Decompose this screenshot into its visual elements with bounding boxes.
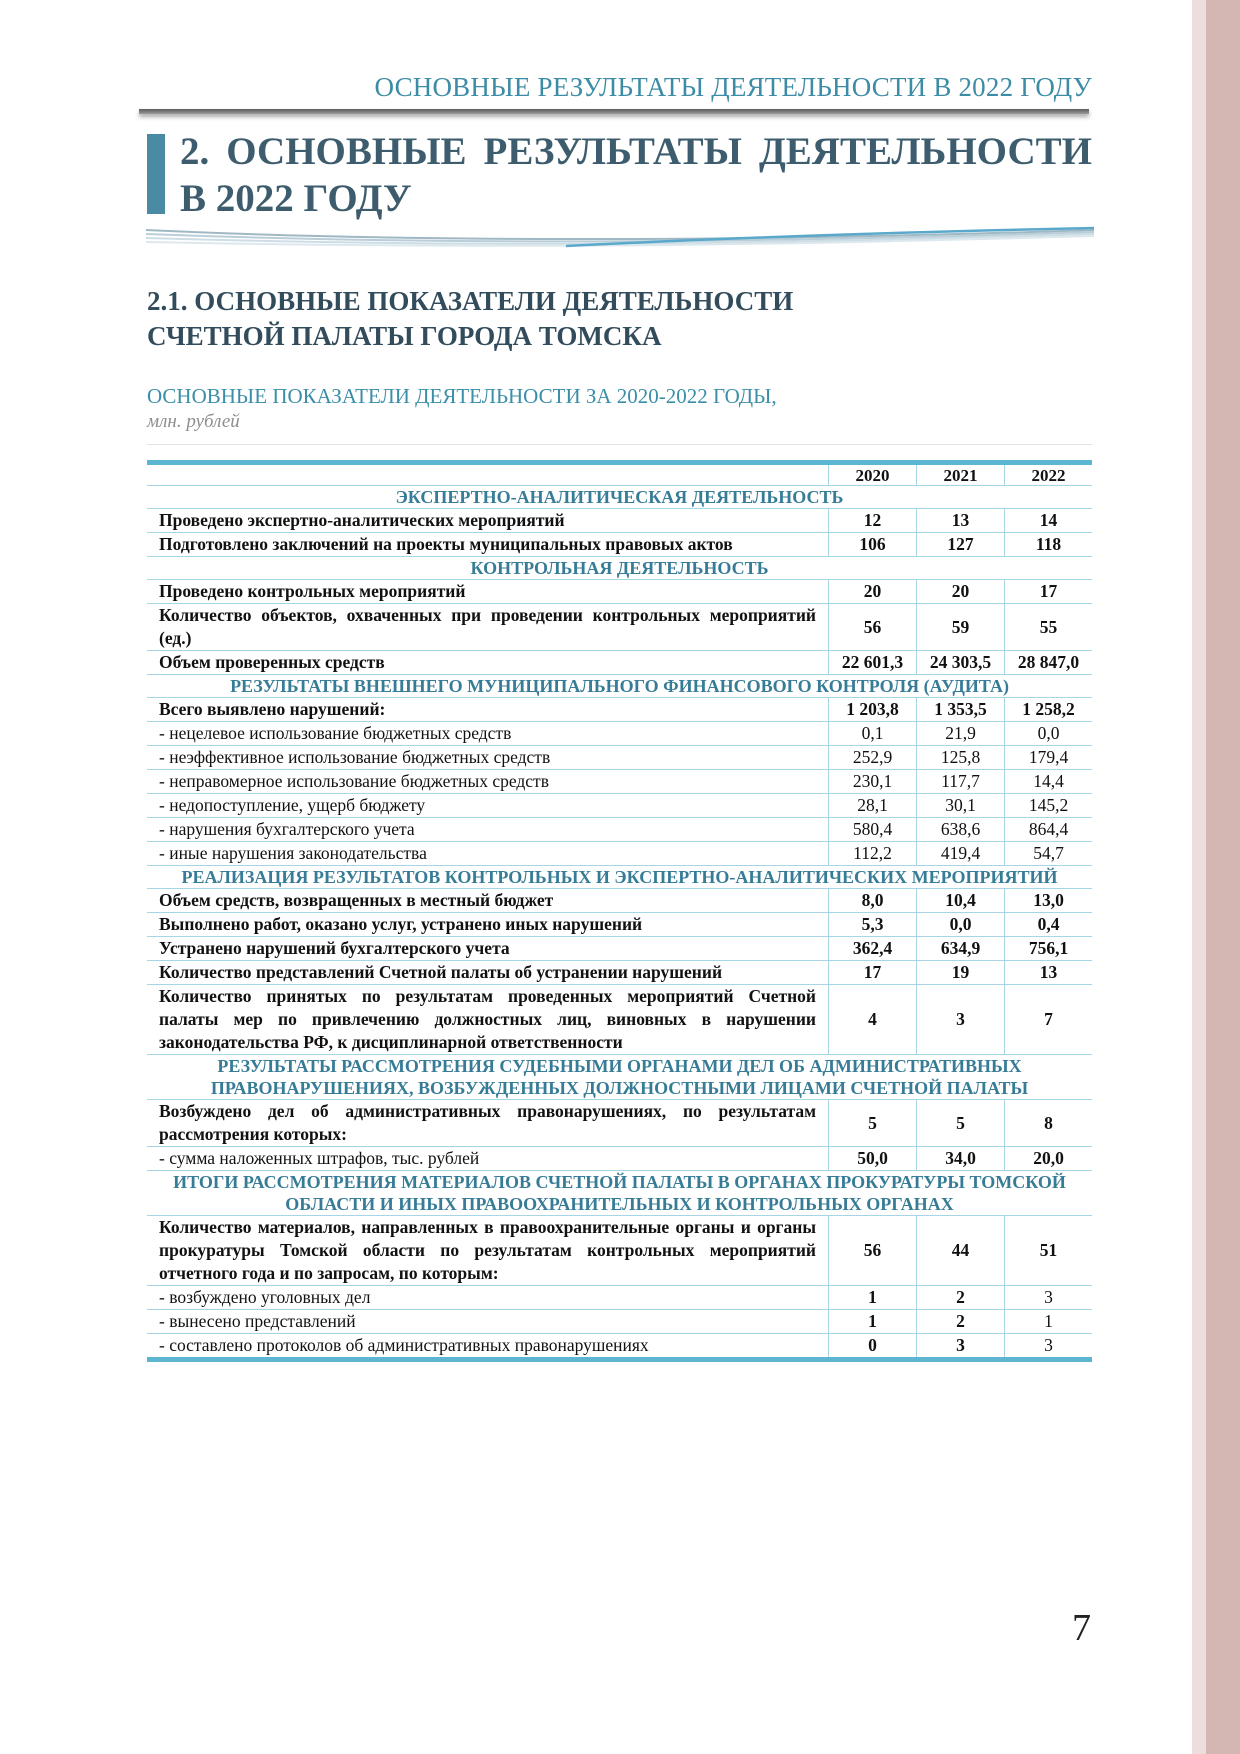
value-cell: 252,9 — [829, 746, 917, 770]
value-cell: 7 — [1005, 985, 1093, 1055]
table-header-row — [147, 463, 1092, 486]
row-label: Количество объектов, охваченных при проведении контрольных мероприятий (ед.) — [147, 604, 829, 651]
header-empty-cell — [147, 463, 829, 486]
section-heading: ИТОГИ РАССМОТРЕНИЯ МАТЕРИАЛОВ СЧЕТНОЙ ПАЛАТЫ В ОРГАНАХ ПРОКУРАТУРЫ ТОМСКОЙ ОБЛАСТИ И ИНЫХ ПРАВООХРАНИТЕЛЬНЫХ И КОНТРОЛЬНЫХ ОРГАНАХ — [147, 1171, 1092, 1216]
table-section-row — [147, 486, 1092, 509]
section-heading: РЕЗУЛЬТАТЫ РАССМОТРЕНИЯ СУДЕБНЫМИ ОРГАНАМИ ДЕЛ ОБ АДМИНИСТРАТИВНЫХ ПРАВОНАРУШЕНИЯХ, ВОЗБУЖДЕННЫХ ДОЛЖНОСТНЫМИ ЛИЦАМИ СЧЕТНОЙ ПАЛАТЫ — [147, 1055, 1092, 1100]
value-cell: 13 — [1005, 961, 1093, 985]
value-cell: 4 — [829, 985, 917, 1055]
table-section-row — [147, 557, 1092, 580]
table-row — [147, 794, 1092, 818]
table-row — [147, 533, 1092, 557]
row-label: Возбуждено дел об административных правонарушениях, по результатам рассмотрения которых: — [147, 1100, 829, 1147]
value-cell: 14,4 — [1005, 770, 1093, 794]
table-row — [147, 985, 1092, 1055]
value-cell: 0,0 — [1005, 722, 1093, 746]
value-cell: 2 — [917, 1310, 1005, 1334]
value-cell: 125,8 — [917, 746, 1005, 770]
caption-divider — [147, 444, 1092, 445]
value-cell: 3 — [917, 1334, 1005, 1360]
page-edge-light — [1192, 0, 1206, 1754]
value-cell: 21,9 — [917, 722, 1005, 746]
value-cell: 44 — [917, 1216, 1005, 1286]
value-cell: 179,4 — [1005, 746, 1093, 770]
row-label: - иные нарушения законодательства — [147, 842, 829, 866]
section-title-word: ОСНОВНЫЕ — [226, 130, 467, 173]
value-cell: 1 — [829, 1286, 917, 1310]
value-cell: 1 — [1005, 1310, 1093, 1334]
year-header: 2020 — [829, 463, 917, 486]
value-cell: 17 — [1005, 580, 1093, 604]
value-cell: 0,0 — [917, 913, 1005, 937]
header-rule — [139, 109, 1089, 114]
value-cell: 145,2 — [1005, 794, 1093, 818]
value-cell: 17 — [829, 961, 917, 985]
value-cell: 0,4 — [1005, 913, 1093, 937]
table-section-row — [147, 675, 1092, 698]
value-cell: 10,4 — [917, 889, 1005, 913]
value-cell: 5 — [917, 1100, 1005, 1147]
row-label: Проведено экспертно-аналитических мероприятий — [147, 509, 829, 533]
table-row — [147, 698, 1092, 722]
value-cell: 8 — [1005, 1100, 1093, 1147]
table-section-row — [147, 1055, 1092, 1100]
row-label: - неправомерное использование бюджетных средств — [147, 770, 829, 794]
running-header: ОСНОВНЫЕ РЕЗУЛЬТАТЫ ДЕЯТЕЛЬНОСТИ В 2022 ГОДУ — [374, 72, 1092, 102]
subsection-title-line2: СЧЕТНОЙ ПАЛАТЫ ГОРОДА ТОМСКА — [147, 321, 662, 351]
table-row — [147, 604, 1092, 651]
value-cell: 3 — [1005, 1334, 1093, 1360]
value-cell: 24 303,5 — [917, 651, 1005, 675]
section-title — [180, 128, 1092, 222]
value-cell: 419,4 — [917, 842, 1005, 866]
row-label: - сумма наложенных штрафов, тыс. рублей — [147, 1147, 829, 1171]
value-cell: 112,2 — [829, 842, 917, 866]
value-cell: 12 — [829, 509, 917, 533]
value-cell: 1 — [829, 1310, 917, 1334]
value-cell: 0 — [829, 1334, 917, 1360]
row-label: - неэффективное использование бюджетных средств — [147, 746, 829, 770]
value-cell: 1 203,8 — [829, 698, 917, 722]
table-row — [147, 1286, 1092, 1310]
row-label: - недопоступление, ущерб бюджету — [147, 794, 829, 818]
value-cell: 127 — [917, 533, 1005, 557]
value-cell: 20 — [917, 580, 1005, 604]
table-row — [147, 651, 1092, 675]
table-row — [147, 509, 1092, 533]
value-cell: 55 — [1005, 604, 1093, 651]
value-cell: 51 — [1005, 1216, 1093, 1286]
table-row — [147, 580, 1092, 604]
value-cell: 5,3 — [829, 913, 917, 937]
indicators-table — [147, 460, 1092, 1362]
section-heading: ЭКСПЕРТНО-АНАЛИТИЧЕСКАЯ ДЕЯТЕЛЬНОСТЬ — [147, 486, 1092, 509]
row-label: Проведено контрольных мероприятий — [147, 580, 829, 604]
row-label: Устранено нарушений бухгалтерского учета — [147, 937, 829, 961]
table-row — [147, 961, 1092, 985]
table-row — [147, 1216, 1092, 1286]
table-row — [147, 1100, 1092, 1147]
row-label: Объем средств, возвращенных в местный бюджет — [147, 889, 829, 913]
value-cell: 28 847,0 — [1005, 651, 1093, 675]
table-row — [147, 746, 1092, 770]
table-units: млн. рублей — [147, 411, 240, 432]
section-title-word: 2. — [180, 130, 210, 173]
table-row — [147, 770, 1092, 794]
table-row — [147, 913, 1092, 937]
table-row — [147, 889, 1092, 913]
value-cell: 13,0 — [1005, 889, 1093, 913]
table-row — [147, 722, 1092, 746]
section-title-line1 — [180, 128, 1092, 175]
value-cell: 20 — [829, 580, 917, 604]
section-title-line2: В 2022 ГОДУ — [180, 177, 412, 220]
value-cell: 30,1 — [917, 794, 1005, 818]
value-cell: 56 — [829, 1216, 917, 1286]
row-label: Подготовлено заключений на проекты муниципальных правовых актов — [147, 533, 829, 557]
section-title-word: РЕЗУЛЬТАТЫ — [483, 130, 742, 173]
value-cell: 106 — [829, 533, 917, 557]
page-number: 7 — [1072, 1607, 1091, 1649]
value-cell: 59 — [917, 604, 1005, 651]
row-label: Выполнено работ, оказано услуг, устранено иных нарушений — [147, 913, 829, 937]
value-cell: 34,0 — [917, 1147, 1005, 1171]
table-body — [147, 463, 1092, 1360]
row-label: - нарушения бухгалтерского учета — [147, 818, 829, 842]
value-cell: 2 — [917, 1286, 1005, 1310]
subsection-title-line1: 2.1. ОСНОВНЫЕ ПОКАЗАТЕЛИ ДЕЯТЕЛЬНОСТИ — [147, 286, 794, 316]
value-cell: 638,6 — [917, 818, 1005, 842]
row-label: - вынесено представлений — [147, 1310, 829, 1334]
table-row — [147, 1334, 1092, 1360]
section-title-word: ДЕЯТЕЛЬНОСТИ — [758, 130, 1092, 173]
table-caption: ОСНОВНЫЕ ПОКАЗАТЕЛИ ДЕЯТЕЛЬНОСТИ ЗА 2020-2022 ГОДЫ, — [147, 384, 777, 408]
value-cell: 56 — [829, 604, 917, 651]
value-cell: 14 — [1005, 509, 1093, 533]
year-header: 2021 — [917, 463, 1005, 486]
row-label: - нецелевое использование бюджетных средств — [147, 722, 829, 746]
value-cell: 864,4 — [1005, 818, 1093, 842]
table-row — [147, 818, 1092, 842]
row-label: Количество принятых по результатам проведенных мероприятий Счетной палаты мер по привлечению должностных лиц, виновных в нарушении законодательства РФ, к дисциплинарной ответственности — [147, 985, 829, 1055]
row-label: Всего выявлено нарушений: — [147, 698, 829, 722]
section-heading: КОНТРОЛЬНАЯ ДЕЯТЕЛЬНОСТЬ — [147, 557, 1092, 580]
value-cell: 117,7 — [917, 770, 1005, 794]
row-label: - составлено протоколов об административных правонарушениях — [147, 1334, 829, 1360]
value-cell: 118 — [1005, 533, 1093, 557]
section-heading: РЕЗУЛЬТАТЫ ВНЕШНЕГО МУНИЦИПАЛЬНОГО ФИНАНСОВОГО КОНТРОЛЯ (АУДИТА) — [147, 675, 1092, 698]
table-row — [147, 937, 1092, 961]
table-section-row — [147, 866, 1092, 889]
value-cell: 50,0 — [829, 1147, 917, 1171]
row-label: - возбуждено уголовных дел — [147, 1286, 829, 1310]
value-cell: 8,0 — [829, 889, 917, 913]
value-cell: 22 601,3 — [829, 651, 917, 675]
value-cell: 28,1 — [829, 794, 917, 818]
table-row — [147, 1310, 1092, 1334]
row-label: Количество представлений Счетной палаты об устранении нарушений — [147, 961, 829, 985]
value-cell: 756,1 — [1005, 937, 1093, 961]
value-cell: 0,1 — [829, 722, 917, 746]
table-row — [147, 1147, 1092, 1171]
page-edge-dark — [1206, 0, 1240, 1754]
value-cell: 1 258,2 — [1005, 698, 1093, 722]
decorative-swoosh — [146, 222, 1094, 250]
value-cell: 580,4 — [829, 818, 917, 842]
row-label: Объем проверенных средств — [147, 651, 829, 675]
section-heading: РЕАЛИЗАЦИЯ РЕЗУЛЬТАТОВ КОНТРОЛЬНЫХ И ЭКСПЕРТНО-АНАЛИТИЧЕСКИХ МЕРОПРИЯТИЙ — [147, 866, 1092, 889]
value-cell: 54,7 — [1005, 842, 1093, 866]
value-cell: 13 — [917, 509, 1005, 533]
value-cell: 3 — [1005, 1286, 1093, 1310]
section-accent-bar — [147, 134, 165, 214]
table-section-row — [147, 1171, 1092, 1216]
table-row — [147, 842, 1092, 866]
value-cell: 634,9 — [917, 937, 1005, 961]
year-header: 2022 — [1005, 463, 1093, 486]
value-cell: 230,1 — [829, 770, 917, 794]
value-cell: 1 353,5 — [917, 698, 1005, 722]
subsection-title — [147, 284, 793, 354]
value-cell: 5 — [829, 1100, 917, 1147]
value-cell: 362,4 — [829, 937, 917, 961]
row-label: Количество материалов, направленных в правоохранительные органы и органы прокуратуры Томской области по результатам контрольных мероприятий отчетного года и по запросам, по которым: — [147, 1216, 829, 1286]
value-cell: 3 — [917, 985, 1005, 1055]
value-cell: 19 — [917, 961, 1005, 985]
value-cell: 20,0 — [1005, 1147, 1093, 1171]
